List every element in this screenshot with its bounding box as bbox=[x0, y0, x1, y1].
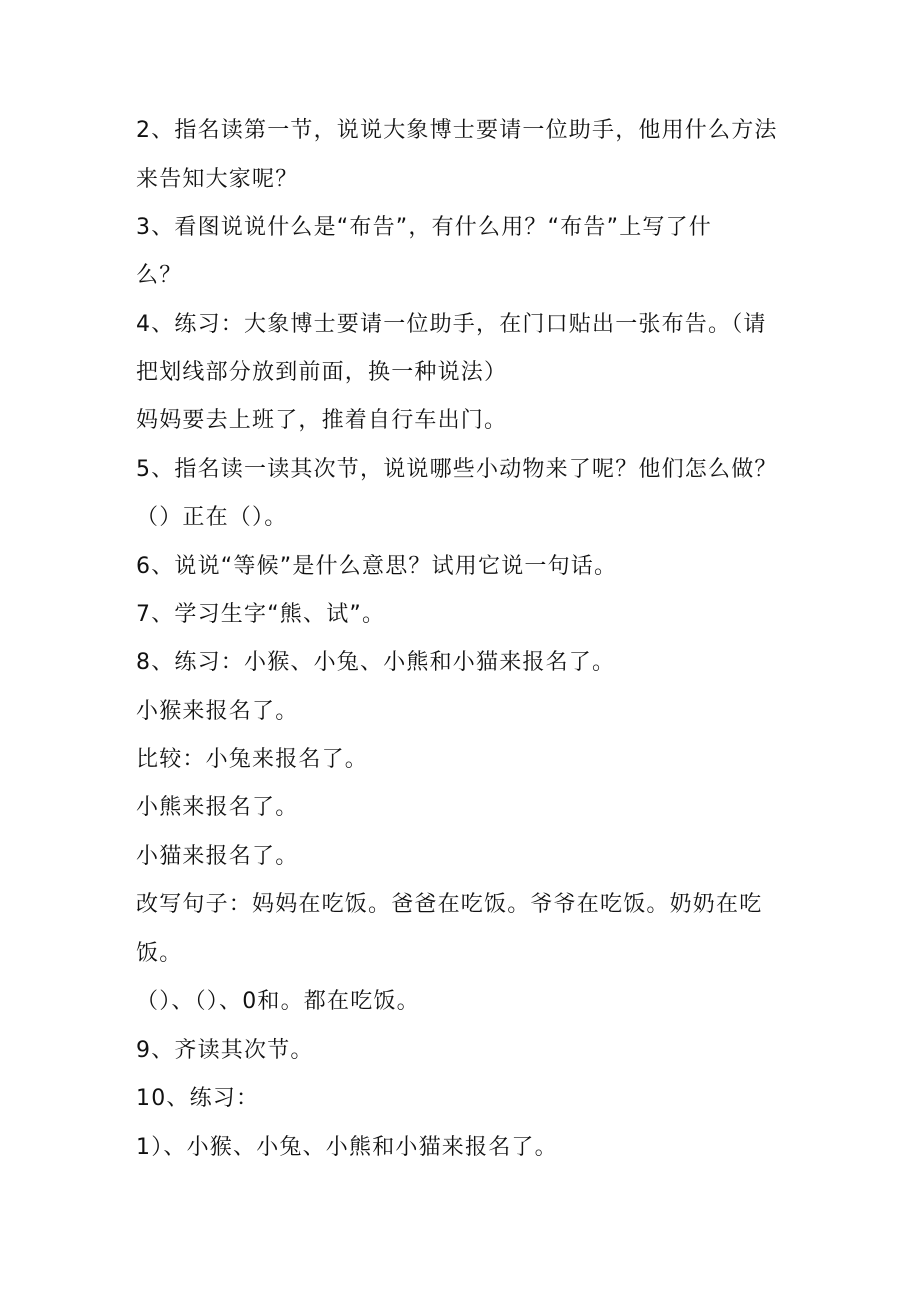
text-line: 5、指名读一读其次节，说说哪些小动物来了呢？他们怎么做？ bbox=[136, 457, 778, 482]
text-line: （）、（）、0和。都在吃饭。 bbox=[136, 989, 420, 1014]
text-line: 么？ bbox=[136, 263, 183, 288]
text-line: 小猫来报名了。 bbox=[136, 844, 299, 869]
text-line: 小熊来报名了。 bbox=[136, 795, 299, 820]
text-line: 3、看图说说什么是“布告”，有什么用？“布告”上写了什 bbox=[136, 215, 712, 240]
text-line: 改写句子：妈妈在吃饭。爸爸在吃饭。爷爷在吃饭。奶奶在吃 bbox=[136, 892, 763, 917]
text-line: 妈妈要去上班了，推着自行车出门。 bbox=[136, 408, 508, 433]
text-line: 比较：小兔来报名了。 bbox=[136, 747, 369, 772]
text-line: 来告知大家呢？ bbox=[136, 167, 299, 192]
text-line: 饭。 bbox=[136, 941, 183, 966]
text-line: 7、学习生字“熊、试”。 bbox=[136, 602, 386, 627]
text-line: 1）、小猴、小兔、小熊和小猫来报名了。 bbox=[136, 1135, 558, 1160]
text-line: 小猴来报名了。 bbox=[136, 699, 299, 724]
text-line: 2、指名读第一节，说说大象博士要请一位助手，他用什么方法 bbox=[136, 118, 778, 143]
text-line: 6、说说“等候”是什么意思？试用它说一句话。 bbox=[136, 554, 618, 579]
text-line: （）正在（）。 bbox=[136, 505, 288, 530]
text-line: 4、练习：大象博士要请一位助手，在门口贴出一张布告。（请 bbox=[136, 312, 767, 337]
text-line: 10、练习： bbox=[136, 1086, 260, 1111]
text-line: 把划线部分放到前面，换一种说法） bbox=[136, 360, 508, 385]
text-line: 8、练习：小猴、小兔、小熊和小猫来报名了。 bbox=[136, 650, 616, 675]
text-line: 9、齐读其次节。 bbox=[136, 1038, 314, 1063]
